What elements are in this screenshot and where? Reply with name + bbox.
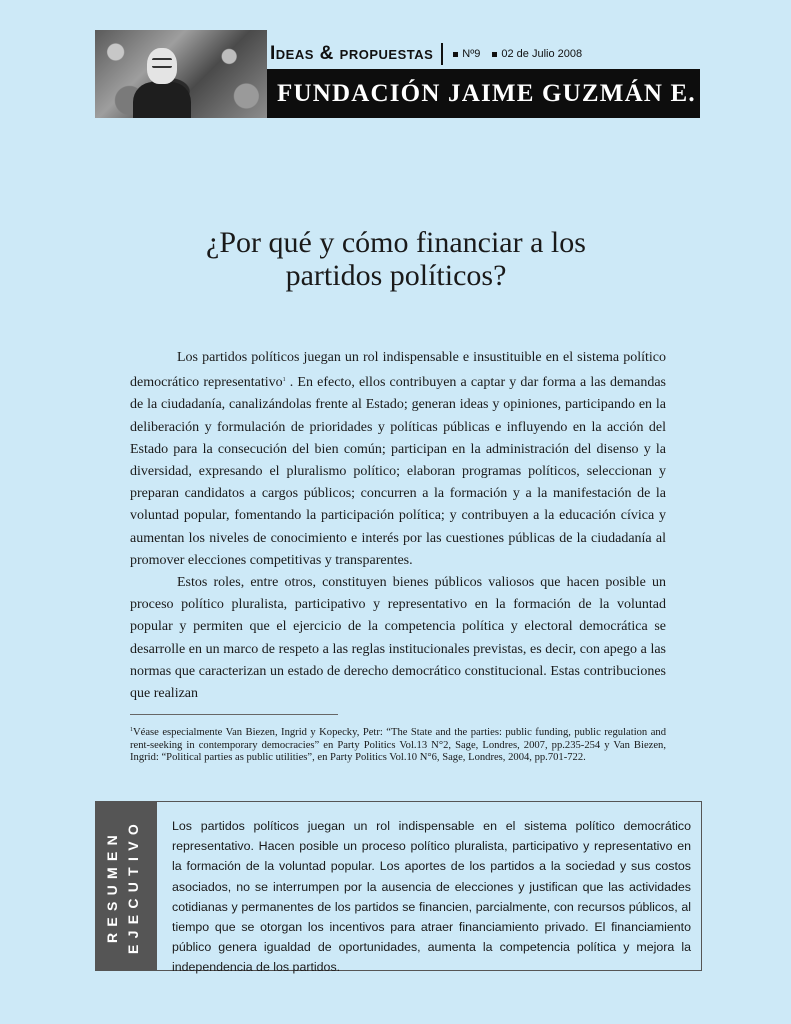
footnote-divider bbox=[130, 714, 338, 715]
body-paragraph-2 bbox=[130, 572, 666, 705]
series-title: Ideas & propuestas bbox=[270, 43, 434, 64]
bullet-icon bbox=[453, 52, 458, 57]
summary-label-line-2: EJECUTIVO bbox=[125, 817, 141, 955]
header-photo bbox=[95, 30, 267, 118]
executive-summary-label bbox=[96, 802, 157, 970]
title-line-1: ¿Por qué y cómo financiar a los bbox=[206, 226, 586, 259]
paragraph-1-start: Los partidos políticos juegan un rol indispensable e insustituible en el sistema político democrático representativo bbox=[130, 350, 666, 391]
header-divider bbox=[441, 43, 443, 65]
issue-number bbox=[453, 48, 480, 60]
executive-summary-box bbox=[95, 801, 702, 975]
title-line-2: partidos políticos? bbox=[285, 259, 507, 292]
bullet-icon bbox=[492, 52, 497, 57]
footnote bbox=[130, 724, 666, 765]
paragraph-2-text: Estos roles, entre otros, constituyen bienes públicos valiosos que hacen posible un proceso político pluralista, participativo y representativo en la formación de la voluntad popular y permiten que el ejercicio de la competencia política y electoral democrática se desarrolle en un marco de respeto a las reglas institucionales previstas, es decir, con apego a las normas que caracterizan un estado de derecho democrático constitucional. Estas contribuciones que realizan bbox=[130, 575, 666, 702]
foundation-name: FUNDACIÓN JAIME GUZMÁN E. bbox=[277, 79, 696, 107]
issue-number-text: Nº9 bbox=[462, 48, 481, 60]
footnote-text: Véase especialmente Van Biezen, Ingrid y Kopecky, Petr: “The State and the parties: public funding, public regulation and rent-seeking in contemporary democracies” en Party Politics Vol.13 N°2, Sage, Londres, 2007, pp.235-254 y Van Biezen, Ingrid: “Political parties as public utilities”, en Party Politics Vol.10 N°6, Sage, Londres, 2004, pp.701-722. bbox=[130, 727, 666, 763]
foundation-banner bbox=[267, 69, 700, 118]
photo-figure-face bbox=[147, 48, 177, 84]
photo-figure-body bbox=[133, 82, 191, 118]
paragraph-1-rest: . En efecto, ellos contribuyen a captar y dar forma a las demandas de la ciudadanía, canalizándolas frente al Estado; generan ideas y opiniones, participando en la deliberación y formulación de prioridades y políticas públicas e influyendo en la acción del Estado para la consecución del bien común; participan en la administración del disenso y la diversidad, expresando el pluralismo político; elaboran programas políticos, seleccionan y preparan candidatos a cargos públicos; concurren a la formación y a la manifestación de la voluntad popular, fomentando la participación política; y contribuyen a la educación cívica y aumentan los niveles de conocimiento e interés por las cuestiones públicas de la ciudadanía al promover elecciones competitivas y transparentes. bbox=[130, 375, 667, 568]
document-title bbox=[130, 226, 662, 292]
summary-label-line-1: RESUMEN bbox=[104, 828, 120, 944]
publication-date bbox=[492, 48, 582, 60]
publication-date-text: 02 de Julio 2008 bbox=[501, 48, 583, 60]
body-paragraph-1 bbox=[130, 347, 666, 572]
executive-summary-text: Los partidos políticos juegan un rol indispensable en el sistema político democrático representativo. Hacen posible un proceso político pluralista, participativo y representativo en la formación de la voluntad popular. Los aportes de los partidos a la sociedad y sus costos asociados, no se interrumpen por la ausencia de elecciones y justifican que las actividades cotidianas y permanentes de los partidos se financien, parcialmente, con recursos públicos, al tiempo que se otorgan los incentivos para atraer financiamiento privado. El financiamiento público genera igualdad de oportunidades, aumenta la competencia política y mejora la independencia de los partidos. bbox=[172, 819, 691, 975]
publication-header bbox=[270, 41, 700, 67]
footnote-reference[interactable]: 1 bbox=[282, 377, 286, 384]
footnote-mark: 1 bbox=[130, 727, 133, 733]
